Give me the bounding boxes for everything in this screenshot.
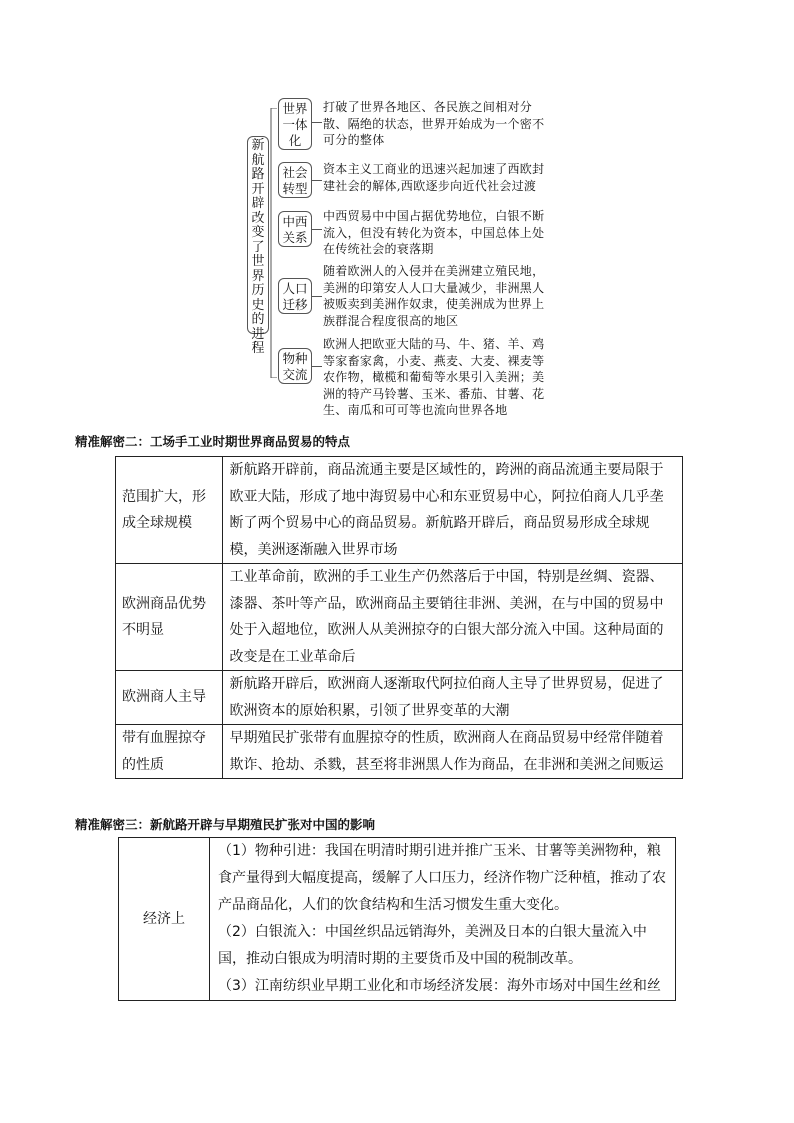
row-content — [210, 838, 676, 1001]
row-header: 欧洲商品优势不明显 — [116, 564, 223, 671]
branch-label-sino-west: 中西关系 — [278, 211, 312, 247]
root-char: 航 — [251, 152, 265, 168]
section2-table — [115, 456, 683, 779]
row-header: 带有血腥掠夺的性质 — [116, 725, 223, 779]
branch-text-world-unity: 打破了世界各地区、各民族之间相对分散、隔绝的状态，世界开始成为一个密不可分的整体 — [323, 100, 545, 147]
row-content: 工业革命前，欧洲的手工业生产仍然落后于中国，特别是丝绸、瓷器、漆器、茶叶等产品，欧洲商品主要销往非洲、美洲，在与中国的贸易中处于入超地位，欧洲人从美洲掠夺的白银大部分流入中国。这种局面的改变是在工业革命后 — [223, 564, 683, 671]
root-char: 改 — [251, 210, 265, 226]
mindmap-root — [247, 136, 269, 356]
branch-connector — [312, 366, 322, 367]
row-content: 新航路开辟前，商品流通主要是区域性的，跨洲的商品流通主要局限于欧亚大陆，形成了地中海贸易中心和东亚贸易中心，阿拉伯商人几乎垄断了两个贸易中心的商品贸易。新航路开辟后，商品贸易形成全球规模，美洲逐渐融入世界市场 — [223, 457, 683, 564]
row-header: 欧洲商人主导 — [116, 671, 223, 725]
root-char: 路 — [251, 167, 265, 182]
table-row — [116, 564, 683, 671]
root-char: 辟 — [251, 196, 265, 211]
root-char: 史 — [251, 297, 265, 313]
mindmap-bracket — [269, 108, 277, 378]
branch-text-migration: 随着欧洲人的入侵并在美洲建立殖民地，美洲的印第安人人口大量减少，非洲黑人被贩卖到美洲作奴隶，使美洲成为世界上族群混合程度很高的地区 — [323, 264, 545, 328]
row-content: 早期殖民扩张带有血腥掠夺的性质，欧洲商人在商品贸易中经常伴随着欺诈、抢劫、杀戮，甚至将非洲黑人作为商品，在非洲和美洲之间贩运 — [223, 725, 683, 779]
table-row — [116, 457, 683, 564]
table-row — [116, 725, 683, 779]
section3-table — [118, 837, 676, 1001]
root-char: 开 — [251, 181, 265, 197]
branch-connector — [312, 229, 322, 230]
root-char: 变 — [251, 225, 265, 240]
paragraph-species: （1）物种引进：我国在明清时期引进并推广玉米、甘薯等美洲物种，粮食产量得到大幅度提高，缓解了人口压力，经济作物广泛种植，推动了农产品商品化，人们的饮食结构和生活习惯发生重大变化。 — [218, 843, 666, 913]
branch-text-sino-west: 中西贸易中中国占据优势地位，白银不断流入，但没有转化为资本，中国总体上处在传统社会的衰落期 — [323, 209, 545, 256]
row-content: 新航路开辟后，欧洲商人逐渐取代阿拉伯商人主导了世界贸易，促进了欧洲资本的原始积累，引领了世界变革的大潮 — [223, 671, 683, 725]
branch-text-species: 欧洲人把欧亚大陆的马、牛、猪、羊、鸡等家畜家禽，小麦、燕麦、大麦、裸麦等农作物，橄榄和葡萄等水果引入美洲；美洲的特产马铃薯、玉米、番茄、甘薯、花生、南瓜和可可等也流向世界各地 — [323, 337, 545, 417]
root-char: 历 — [251, 283, 265, 298]
table-row — [119, 838, 676, 1001]
paragraph-textile: （3）江南纺织业早期工业化和市场经济发展：海外市场对中国生丝和丝 — [218, 978, 661, 994]
row-header: 经济上 — [119, 838, 210, 1001]
section3-heading: 精准解密三：新航路开辟与早期殖民扩张对中国的影响 — [75, 817, 376, 832]
root-char: 程 — [251, 341, 265, 356]
root-char: 新 — [251, 138, 265, 153]
branch-label-species: 物种交流 — [278, 348, 312, 384]
root-char: 的 — [251, 312, 265, 327]
branch-label-migration: 人口迁移 — [278, 278, 312, 314]
paragraph-silver: （2）白银流入：中国丝织品远销海外，美洲及日本的白银大量流入中国，推动白银成为明清时期的主要货币及中国的税制改革。 — [218, 924, 647, 967]
branch-label-social-transition: 社会转型 — [278, 162, 312, 198]
branch-connector — [312, 180, 322, 181]
branch-connector — [312, 296, 322, 297]
branch-label-world-unity: 世界一体化 — [278, 98, 312, 150]
branch-connector — [312, 122, 322, 123]
root-char: 界 — [251, 268, 265, 284]
branch-text-social-transition: 资本主义工商业的迅速兴起加速了西欧封建社会的解体,西欧逐步向近代社会过渡 — [323, 162, 545, 193]
section2-heading: 精准解密二：工场手工业时期世界商品贸易的特点 — [75, 434, 351, 449]
root-char: 进 — [251, 326, 265, 342]
root-char: 世 — [251, 254, 265, 269]
table-row — [116, 671, 683, 725]
root-char: 了 — [251, 239, 265, 255]
row-header: 范围扩大，形成全球规模 — [116, 457, 223, 564]
